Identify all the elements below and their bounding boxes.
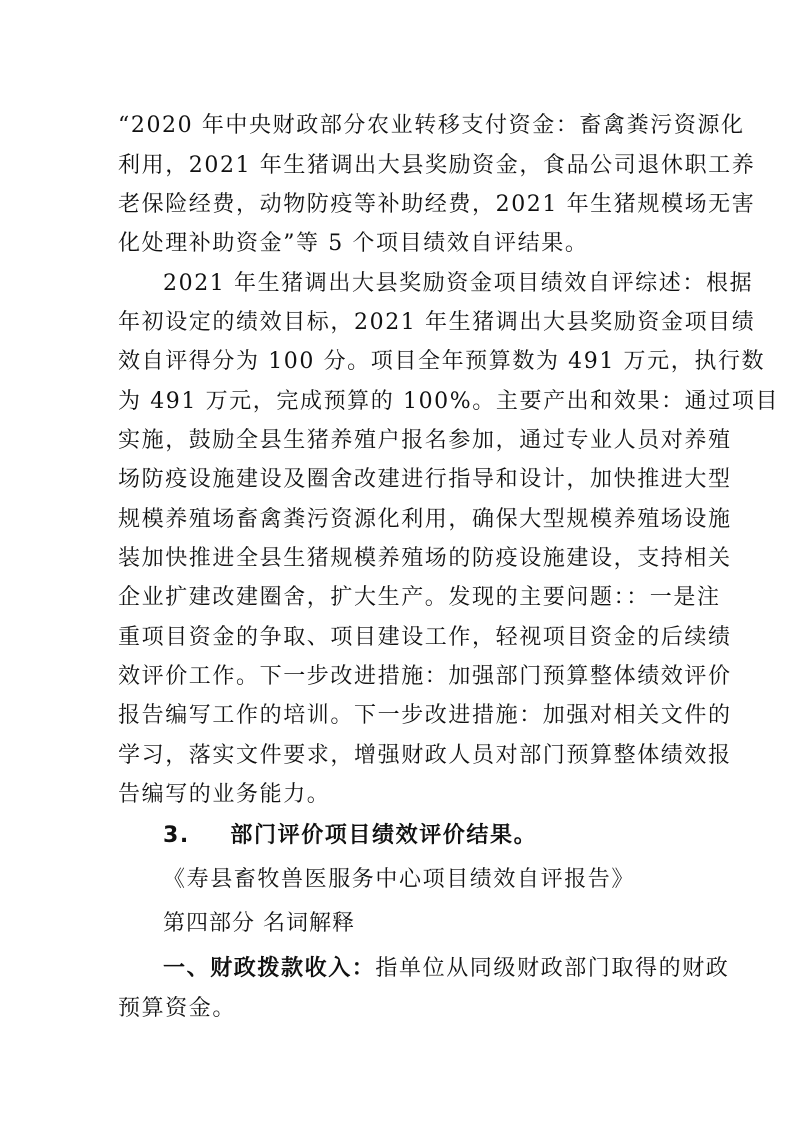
paragraph-2-line-13: 学习，落实文件要求，增强财政人员对部门预算整体绩效报 [118, 743, 732, 768]
paragraph-2-line-10: 重项目资金的争取、项目建设工作，轻视项目资金的后续绩 [118, 625, 732, 650]
paragraph-1-line-3: 老保险经费，动物防疫等补助经费，2021 年生猪规模场无害 [118, 192, 756, 217]
section-3-heading [163, 822, 537, 850]
paragraph-2-line-11: 效评价工作。下一步改进措施：加强部门预算整体绩效评价 [118, 664, 732, 689]
definition-1-text: 指单位从同级财政部门取得的财政 [375, 956, 730, 981]
paragraph-2-line-7: 规模养殖场畜禽粪污资源化利用，确保大型规模养殖场设施 [118, 507, 732, 532]
section-3-number: 3. [163, 823, 190, 848]
paragraph-1-line-2: 利用，2021 年生猪调出大县奖励资金，食品公司退休职工养 [118, 153, 756, 178]
paragraph-2-line-1: 2021 年生猪调出大县奖励资金项目绩效自评综述：根据 [163, 271, 754, 296]
paragraph-2-line-4: 为 491 万元，完成预算的 100%。主要产出和效果：通过项目 [118, 389, 780, 414]
paragraph-2-line-14: 告编写的业务能力。 [118, 782, 331, 807]
paragraph-2-line-12: 报告编写工作的培训。下一步改进措施：加强对相关文件的 [118, 703, 732, 728]
definition-1-line-2: 预算资金。 [118, 996, 237, 1021]
part-4-heading: 第四部分 名词解释 [163, 911, 355, 936]
report-title: 《寿县畜牧兽医服务中心项目绩效自评报告》 [163, 867, 636, 892]
definition-1-line-1 [163, 955, 729, 983]
paragraph-2-line-2: 年初设定的绩效目标，2021 年生猪调出大县奖励资金项目绩 [118, 310, 756, 335]
section-3-title: 部门评价项目绩效评价结果。 [230, 823, 538, 848]
paragraph-2-line-8: 装加快推进全县生猪规模养殖场的防疫设施建设，支持相关 [118, 546, 732, 571]
paragraph-2-line-6: 场防疫设施建设及圈舍改建进行指导和设计，加快推进大型 [118, 467, 732, 492]
paragraph-1-line-1: “2020 年中央财政部分农业转移支付资金：畜禽粪污资源化 [118, 113, 745, 138]
paragraph-2-line-5: 实施，鼓励全县生猪养殖户报名参加，通过专业人员对养殖 [118, 428, 732, 453]
paragraph-1-line-4: 化处理补助资金”等 5 个项目绩效自评结果。 [118, 231, 589, 256]
paragraph-2-line-3: 效自评得分为 100 分。项目全年预算数为 491 万元，执行数 [118, 349, 766, 374]
definition-1-term: 一、财政拨款收入： [163, 956, 376, 981]
paragraph-2-line-9: 企业扩建改建圈舍，扩大生产。发现的主要问题：：一是注 [118, 585, 721, 610]
